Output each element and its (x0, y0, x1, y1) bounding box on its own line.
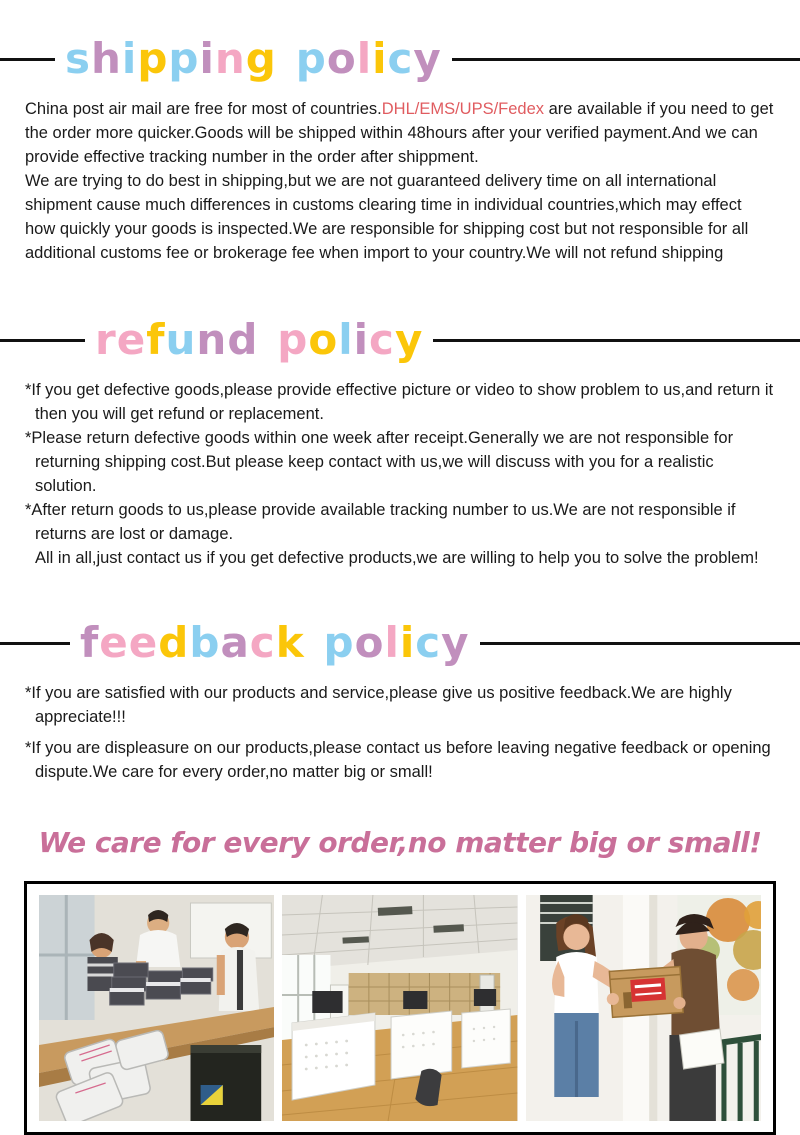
feedback-policy-header (0, 614, 800, 672)
tagline: We care for every order,no matter big or small! (38, 826, 762, 859)
feedback-policy-item: *If you are satisfied with our products and service,please give us positive feedback.We are highly appreciate!!! (25, 684, 732, 726)
refund-policy-item: *Please return defective goods within one week after receipt.Generally we are not responsible for returning shipping cost.But please keep contact with us,we will discuss with you for a realistic solution. (25, 429, 734, 495)
feedback-title-line-right (480, 642, 800, 645)
shipping-policy-header (0, 30, 800, 88)
dhl-ems-ups-fedex-highlight: DHL/EMS/UPS/Fedex (381, 100, 545, 118)
shipping-title-line-left (0, 58, 55, 61)
refund-policy-header (0, 311, 800, 369)
delivery-handover-illustration (526, 895, 761, 1121)
office-interior-photo (282, 895, 517, 1121)
warehouse-packing-photo (39, 895, 274, 1121)
feedback-policy-title: feedback policy (80, 618, 470, 667)
shipping-p1-after: are available if you need to get the order more quicker.Goods will be shipped within 48hours after your verified payment.And we can provide effective tracking number in the order after shippment. (25, 100, 774, 166)
shipping-paragraph-2: We are trying to do best in shipping,but we are not guaranteed delivery time on all international shipment cause much differences in customs clearing time in individual countries,which may effect how quickly your goods is inspected.We are responsible for shipping cost but not responsible for all additional customs fee or brokerage fee when import to your country.We will not refund shipping (25, 172, 749, 262)
refund-title-line-right (433, 339, 800, 342)
photo-strip (24, 881, 776, 1135)
feedback-policy-item: *If you are displeasure on our products,please contact us before leaving negative feedback or opening dispute.We care for every order,no matter big or small! (25, 739, 771, 781)
refund-policy-text (25, 378, 775, 570)
delivery-handover-photo (526, 895, 761, 1121)
feedback-policy-text (25, 681, 775, 784)
shipping-policy-text (25, 97, 775, 265)
office-interior-illustration (282, 895, 517, 1121)
refund-policy-item: *After return goods to us,please provide available tracking number to us.We are not responsible if returns are lost or damage. (25, 501, 736, 543)
shipping-policy-title: shipping policy (65, 34, 442, 83)
page-root (0, 30, 800, 1110)
shipping-title-line-right (452, 58, 800, 61)
shipping-p1-before: China post air mail are free for most of countries. (25, 100, 382, 118)
refund-policy-closing: All in all,just contact us if you get defective products,we are willing to help you to solve the problem! (35, 549, 759, 567)
feedback-title-line-left (0, 642, 70, 645)
refund-policy-title: refund policy (95, 315, 424, 364)
refund-policy-item: *If you get defective goods,please provide effective picture or video to show problem to us,and return it then you will get refund or replacement. (25, 381, 774, 423)
warehouse-packing-illustration (39, 895, 274, 1121)
refund-title-line-left (0, 339, 85, 342)
shipping-paragraph-1 (25, 97, 775, 169)
